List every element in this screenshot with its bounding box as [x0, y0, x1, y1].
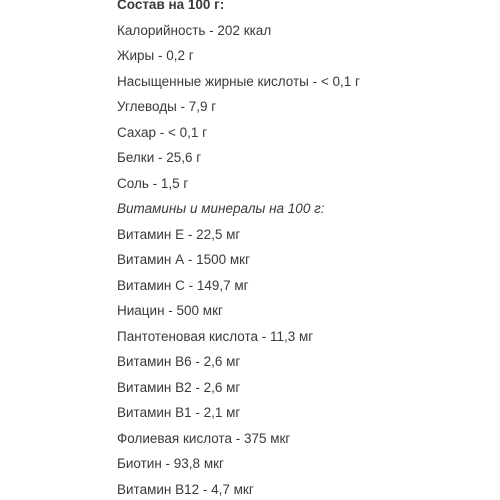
composition-heading: Состав на 100 г: — [117, 0, 225, 12]
vitamin-item-c: Витамин С - 149,7 мг — [117, 277, 249, 293]
vitamin-item-b1: Витамин В1 - 2,1 мг — [117, 405, 241, 420]
composition-item-saturated-fat: Насыщенные жирные кислоты - < 0,1 г — [117, 73, 360, 89]
vitamin-item-pantothenic-acid: Пантотеновая кислота - 11,3 мг — [117, 328, 314, 344]
composition-item-fat: Жиры - 0,2 г — [117, 48, 194, 63]
composition-item-sugar: Сахар - < 0,1 г — [117, 124, 208, 140]
vitamin-item-biotin: Биотин - 93,8 мкг — [117, 456, 224, 471]
vitamin-item-folic-acid: Фолиевая кислота - 375 мкг — [117, 430, 291, 446]
composition-item-calories: Калорийность - 202 ккал — [117, 22, 272, 38]
composition-item-protein: Белки - 25,6 г — [117, 150, 202, 165]
composition-item-carbohydrates: Углеводы - 7,9 г — [117, 99, 217, 114]
vitamin-item-niacin: Ниацин - 500 мкг — [117, 303, 223, 318]
nutrition-document — [117, 0, 497, 500]
vitamin-item-e: Витамин Е - 22,5 мг — [117, 226, 241, 242]
vitamins-heading: Витамины и минералы на 100 г: — [117, 201, 325, 216]
vitamin-item-b6: Витамин В6 - 2,6 мг — [117, 354, 241, 369]
composition-item-salt: Соль - 1,5 г — [117, 175, 189, 191]
vitamin-item-a: Витамин А - 1500 мкг — [117, 252, 251, 267]
vitamin-item-b2: Витамин В2 - 2,6 мг — [117, 379, 241, 395]
vitamin-item-b12: Витамин В12 - 4,7 мкг — [117, 481, 254, 497]
